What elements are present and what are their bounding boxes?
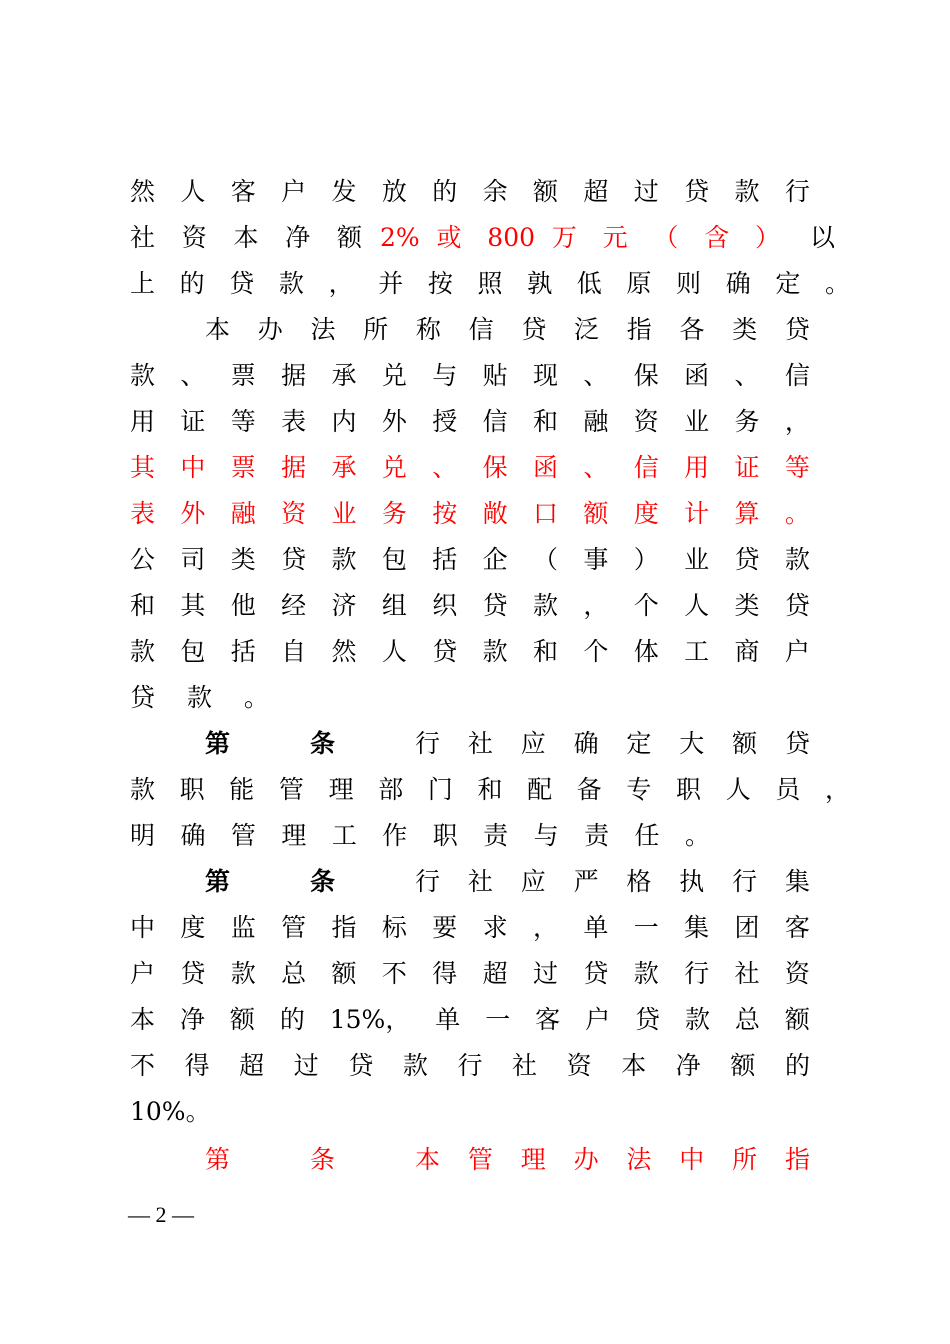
char: 门 bbox=[427, 775, 453, 804]
char: 工 bbox=[331, 821, 357, 850]
char: 表 bbox=[281, 407, 307, 436]
char: 信 bbox=[633, 453, 659, 482]
text-line bbox=[130, 1000, 810, 1040]
char: 个 bbox=[583, 637, 609, 666]
char: 计 bbox=[684, 499, 710, 528]
char: 客 bbox=[230, 177, 256, 206]
char: 所 bbox=[363, 315, 389, 344]
char: 不 bbox=[130, 1051, 156, 1080]
char: 函 bbox=[533, 453, 559, 482]
article-label: 条 bbox=[310, 1145, 336, 1174]
char: 余 bbox=[482, 177, 508, 206]
char: 的 bbox=[279, 1005, 305, 1034]
highlight-text bbox=[130, 448, 810, 488]
char: 业 bbox=[684, 545, 710, 574]
char: 理 bbox=[281, 821, 307, 850]
char: 人 bbox=[381, 637, 407, 666]
char: 、 bbox=[432, 453, 458, 482]
article-label: 第 bbox=[205, 867, 231, 896]
char: 中 bbox=[130, 913, 156, 942]
line-text: 行 社 应 严 格 执 行 集 bbox=[415, 867, 810, 896]
line-text bbox=[205, 310, 810, 350]
char: 务 bbox=[381, 499, 407, 528]
char: 函 bbox=[684, 361, 710, 390]
char: 指 bbox=[331, 913, 357, 942]
line-text bbox=[130, 770, 850, 810]
char: 理 bbox=[328, 775, 354, 804]
char: 款 bbox=[278, 269, 304, 298]
char: 超 bbox=[583, 177, 609, 206]
char: 算 bbox=[734, 499, 760, 528]
line-text bbox=[130, 1000, 810, 1040]
char: 用 bbox=[684, 453, 710, 482]
char: 管 bbox=[278, 775, 304, 804]
char: 款 bbox=[331, 545, 357, 574]
char: 发 bbox=[331, 177, 357, 206]
char: 外 bbox=[180, 499, 206, 528]
char: 一 bbox=[485, 1005, 511, 1034]
char: 自 bbox=[281, 637, 307, 666]
char: 管 bbox=[281, 913, 307, 942]
char: 度 bbox=[180, 913, 206, 942]
char: 明 bbox=[130, 821, 156, 850]
char: 本 bbox=[130, 1005, 156, 1034]
char: 其 bbox=[180, 591, 206, 620]
char: 过 bbox=[293, 1051, 319, 1080]
char: 确 bbox=[725, 269, 751, 298]
char: 放 bbox=[381, 177, 407, 206]
char: 事 bbox=[583, 545, 609, 574]
char: 和 bbox=[533, 407, 559, 436]
char: 和 bbox=[130, 591, 156, 620]
text-line bbox=[130, 494, 810, 534]
line-text bbox=[130, 172, 810, 212]
char: 户 bbox=[281, 177, 307, 206]
article-label: 条 bbox=[310, 867, 336, 896]
char: 类 bbox=[230, 545, 256, 574]
char: 款 bbox=[130, 637, 156, 666]
char: 责 bbox=[483, 821, 509, 850]
char: ， bbox=[533, 913, 559, 942]
text-line bbox=[130, 448, 810, 488]
line-text bbox=[130, 954, 810, 994]
char: 包 bbox=[180, 637, 206, 666]
line-text bbox=[130, 908, 810, 948]
char: 专 bbox=[626, 775, 652, 804]
char: 中 bbox=[180, 453, 206, 482]
char: ， bbox=[824, 775, 850, 804]
char: 单 bbox=[435, 1005, 461, 1034]
char: 按 bbox=[427, 269, 453, 298]
line-text: 以 bbox=[810, 223, 836, 252]
article-label: 第 bbox=[205, 729, 231, 758]
char: 承 bbox=[331, 361, 357, 390]
char: 则 bbox=[676, 269, 702, 298]
char: ） bbox=[633, 545, 659, 574]
line-text bbox=[130, 540, 810, 580]
char: 个 bbox=[633, 591, 659, 620]
char: 贷 bbox=[180, 959, 206, 988]
char: 15%， bbox=[329, 1005, 411, 1034]
char: 职 bbox=[676, 775, 702, 804]
char: 人 bbox=[684, 591, 710, 620]
char: 工 bbox=[684, 637, 710, 666]
line-text: 贷 款 。 bbox=[130, 683, 281, 712]
char: 部 bbox=[378, 775, 404, 804]
char: 、 bbox=[583, 361, 609, 390]
char: 职 bbox=[179, 775, 205, 804]
char: 承 bbox=[331, 453, 357, 482]
char: 融 bbox=[230, 499, 256, 528]
char: 得 bbox=[184, 1051, 210, 1080]
char: 证 bbox=[734, 453, 760, 482]
char: 业 bbox=[331, 499, 357, 528]
char: 作 bbox=[382, 821, 408, 850]
char: 得 bbox=[432, 959, 458, 988]
char: 和 bbox=[477, 775, 503, 804]
text-line bbox=[130, 172, 810, 212]
line-text: 行 社 应 确 定 大 额 贷 bbox=[415, 729, 810, 758]
char: 净 bbox=[675, 1051, 701, 1080]
char: 客 bbox=[535, 1005, 561, 1034]
line-text: 本 管 理 办 法 中 所 指 bbox=[415, 1145, 810, 1174]
char: 、 bbox=[583, 453, 609, 482]
char: 票 bbox=[230, 453, 256, 482]
line-text: 10%。 bbox=[130, 1097, 211, 1126]
char: 类 bbox=[734, 591, 760, 620]
char: 内 bbox=[331, 407, 357, 436]
article-heading-line bbox=[130, 1140, 810, 1180]
text-line bbox=[130, 586, 810, 626]
char: 贷 bbox=[432, 637, 458, 666]
char: 资 bbox=[633, 407, 659, 436]
char: 经 bbox=[281, 591, 307, 620]
char: 款 bbox=[230, 959, 256, 988]
char: 口 bbox=[533, 499, 559, 528]
char: 据 bbox=[281, 453, 307, 482]
text-line bbox=[130, 678, 281, 718]
char: 要 bbox=[432, 913, 458, 942]
char: 贷 bbox=[635, 1005, 661, 1034]
text-line bbox=[130, 1092, 250, 1132]
char: 总 bbox=[734, 1005, 760, 1034]
char: 孰 bbox=[527, 269, 553, 298]
char: 定 bbox=[775, 269, 801, 298]
text-line bbox=[130, 632, 810, 672]
char: 。 bbox=[824, 269, 850, 298]
char: 表 bbox=[130, 499, 156, 528]
char: 责 bbox=[584, 821, 610, 850]
char: 贷 bbox=[684, 177, 710, 206]
text-line bbox=[205, 310, 810, 350]
char: 企 bbox=[482, 545, 508, 574]
char: 本 bbox=[205, 315, 231, 344]
char: 敞 bbox=[482, 499, 508, 528]
page-number: — 2 — bbox=[128, 1202, 194, 1227]
char: 商 bbox=[734, 637, 760, 666]
char: 资 bbox=[281, 499, 307, 528]
char: 然 bbox=[130, 177, 156, 206]
char: 行 bbox=[684, 959, 710, 988]
line-text bbox=[130, 402, 810, 442]
char: 现 bbox=[533, 361, 559, 390]
char: 指 bbox=[626, 315, 652, 344]
char: 信 bbox=[482, 407, 508, 436]
char: 和 bbox=[533, 637, 559, 666]
char: 按 bbox=[432, 499, 458, 528]
char: 保 bbox=[482, 453, 508, 482]
char: 员 bbox=[775, 775, 801, 804]
char: 款 bbox=[734, 177, 760, 206]
char: 据 bbox=[281, 361, 307, 390]
char: 务 bbox=[734, 407, 760, 436]
char: 信 bbox=[468, 315, 494, 344]
char: 客 bbox=[784, 913, 810, 942]
char: 职 bbox=[432, 821, 458, 850]
char: 款 bbox=[130, 361, 156, 390]
char: 监 bbox=[230, 913, 256, 942]
text-line bbox=[130, 264, 850, 304]
char: 户 bbox=[585, 1005, 611, 1034]
char: 额 bbox=[784, 1005, 810, 1034]
line-text: 社 资 本 净 额 bbox=[130, 223, 362, 252]
char: 额 bbox=[533, 177, 559, 206]
char: 额 bbox=[331, 959, 357, 988]
char: 融 bbox=[583, 407, 609, 436]
char: 。 bbox=[784, 499, 810, 528]
char: 、 bbox=[734, 361, 760, 390]
char: 过 bbox=[633, 177, 659, 206]
char: 括 bbox=[432, 545, 458, 574]
char: 原 bbox=[626, 269, 652, 298]
char: 配 bbox=[527, 775, 553, 804]
char: 超 bbox=[239, 1051, 265, 1080]
char: 等 bbox=[784, 453, 810, 482]
char: 贴 bbox=[482, 361, 508, 390]
char: 上 bbox=[130, 269, 156, 298]
char: 贷 bbox=[521, 315, 547, 344]
line-text bbox=[130, 816, 710, 856]
char: ， bbox=[784, 407, 810, 436]
highlight-text: 2% 或 800 万 元 （ 含 ） bbox=[380, 223, 780, 252]
line-text bbox=[130, 1046, 810, 1086]
text-line bbox=[130, 770, 850, 810]
char: 授 bbox=[432, 407, 458, 436]
char: 与 bbox=[432, 361, 458, 390]
char: 净 bbox=[179, 1005, 205, 1034]
char: 的 bbox=[784, 1051, 810, 1080]
char: 证 bbox=[180, 407, 206, 436]
char: 保 bbox=[633, 361, 659, 390]
text-line bbox=[130, 402, 810, 442]
char: 公 bbox=[130, 545, 156, 574]
char: 然 bbox=[331, 637, 357, 666]
article-heading-line bbox=[130, 724, 810, 764]
char: 本 bbox=[621, 1051, 647, 1080]
char: 、 bbox=[180, 361, 206, 390]
char: 括 bbox=[230, 637, 256, 666]
text-line bbox=[130, 218, 836, 258]
char: 一 bbox=[633, 913, 659, 942]
char: 业 bbox=[684, 407, 710, 436]
char: 办 bbox=[257, 315, 283, 344]
char: 外 bbox=[381, 407, 407, 436]
char: 。 bbox=[684, 821, 710, 850]
char: 款 bbox=[482, 637, 508, 666]
text-line bbox=[130, 356, 810, 396]
char: 款 bbox=[684, 1005, 710, 1034]
char: 低 bbox=[576, 269, 602, 298]
char: 称 bbox=[415, 315, 441, 344]
char: 确 bbox=[180, 821, 206, 850]
char: （ bbox=[533, 545, 559, 574]
char: 过 bbox=[533, 959, 559, 988]
char: 类 bbox=[732, 315, 758, 344]
char: 单 bbox=[583, 913, 609, 942]
char: 用 bbox=[130, 407, 156, 436]
char: 额 bbox=[583, 499, 609, 528]
char: 贷 bbox=[348, 1051, 374, 1080]
text-line bbox=[130, 816, 710, 856]
char: 款 bbox=[130, 775, 156, 804]
char: 社 bbox=[512, 1051, 538, 1080]
char: 集 bbox=[684, 913, 710, 942]
char: 人 bbox=[180, 177, 206, 206]
text-line bbox=[130, 1046, 810, 1086]
char: 济 bbox=[331, 591, 357, 620]
char: 贷 bbox=[229, 269, 255, 298]
char: ， bbox=[583, 591, 609, 620]
char: 与 bbox=[533, 821, 559, 850]
char: 信 bbox=[784, 361, 810, 390]
char: 任 bbox=[634, 821, 660, 850]
char: 款 bbox=[784, 545, 810, 574]
char: 法 bbox=[310, 315, 336, 344]
char: 组 bbox=[381, 591, 407, 620]
char: 不 bbox=[381, 959, 407, 988]
char: 标 bbox=[381, 913, 407, 942]
char: 户 bbox=[130, 959, 156, 988]
text-line bbox=[130, 540, 810, 580]
char: 团 bbox=[734, 913, 760, 942]
char: 求 bbox=[482, 913, 508, 942]
char: 额 bbox=[229, 1005, 255, 1034]
char: 额 bbox=[730, 1051, 756, 1080]
char: 并 bbox=[378, 269, 404, 298]
char: 他 bbox=[230, 591, 256, 620]
line-text bbox=[130, 632, 810, 672]
char: 照 bbox=[477, 269, 503, 298]
char: 的 bbox=[432, 177, 458, 206]
char: ， bbox=[328, 269, 354, 298]
char: 包 bbox=[381, 545, 407, 574]
article-label: 第 bbox=[205, 1145, 231, 1174]
char: 贷 bbox=[734, 545, 760, 574]
char: 司 bbox=[180, 545, 206, 574]
char: 行 bbox=[457, 1051, 483, 1080]
article-label: 条 bbox=[310, 729, 336, 758]
char: 贷 bbox=[583, 959, 609, 988]
text-line bbox=[130, 908, 810, 948]
char: 款 bbox=[402, 1051, 428, 1080]
char: 总 bbox=[281, 959, 307, 988]
highlight-text bbox=[130, 494, 810, 534]
char: 贷 bbox=[482, 591, 508, 620]
char: 贷 bbox=[281, 545, 307, 574]
char: 体 bbox=[633, 637, 659, 666]
char: 兑 bbox=[381, 361, 407, 390]
char: 各 bbox=[679, 315, 705, 344]
char: 资 bbox=[566, 1051, 592, 1080]
char: 款 bbox=[633, 959, 659, 988]
char: 织 bbox=[432, 591, 458, 620]
char: 贷 bbox=[784, 591, 810, 620]
line-text bbox=[130, 356, 810, 396]
char: 其 bbox=[130, 453, 156, 482]
char: 等 bbox=[230, 407, 256, 436]
line-text bbox=[130, 586, 810, 626]
char: 超 bbox=[482, 959, 508, 988]
char: 贷 bbox=[784, 315, 810, 344]
line-text bbox=[130, 264, 850, 304]
char: 能 bbox=[229, 775, 255, 804]
article-heading-line bbox=[130, 862, 810, 902]
char: 社 bbox=[734, 959, 760, 988]
text-line bbox=[130, 954, 810, 994]
char: 户 bbox=[784, 637, 810, 666]
char: 人 bbox=[725, 775, 751, 804]
char: 备 bbox=[576, 775, 602, 804]
char: 兑 bbox=[381, 453, 407, 482]
char: 泛 bbox=[574, 315, 600, 344]
char: 度 bbox=[633, 499, 659, 528]
char: 款 bbox=[533, 591, 559, 620]
char: 资 bbox=[784, 959, 810, 988]
char: 管 bbox=[230, 821, 256, 850]
char: 票 bbox=[230, 361, 256, 390]
char: 行 bbox=[784, 177, 810, 206]
char: 的 bbox=[179, 269, 205, 298]
